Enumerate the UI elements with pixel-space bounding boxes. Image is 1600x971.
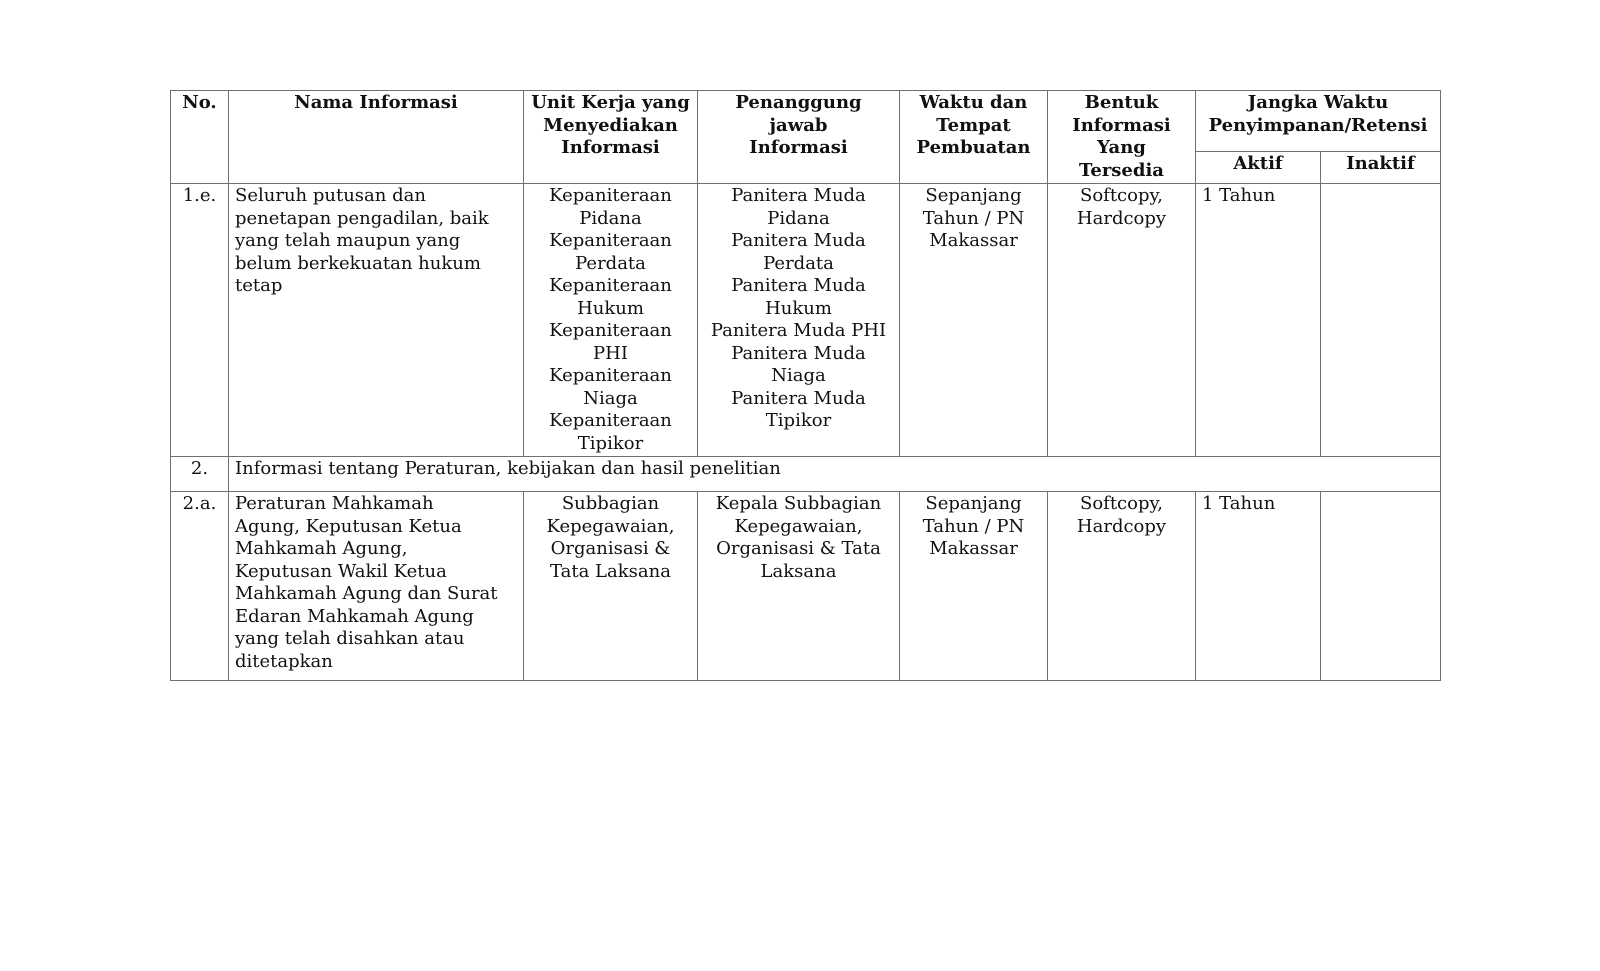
header-unit-kerja-line: Unit Kerja yang (531, 92, 690, 113)
aktif-value: 1 Tahun (1202, 493, 1276, 514)
nama-informasi-line: ditetapkan (235, 650, 333, 672)
row-no: 2. (190, 458, 209, 479)
penanggung-jawab-line: Panitera Muda (731, 387, 866, 409)
header-aktif (1196, 152, 1321, 184)
nama-informasi-line: penetapan pengadilan, baik (235, 207, 489, 229)
header-jangka-waktu-line: Jangka Waktu (1247, 92, 1389, 113)
header-bentuk-informasi-line: Bentuk (1084, 92, 1159, 113)
header-unit-kerja (524, 91, 698, 184)
header-nama-informasi-label: Nama Informasi (294, 92, 458, 113)
table-row (171, 492, 1441, 681)
unit-kerja-line: Kepaniteraan (549, 365, 672, 386)
penanggung-jawab-line: Tipikor (765, 410, 832, 431)
table-header-row (171, 91, 1441, 152)
nama-informasi-cell (229, 184, 524, 457)
unit-kerja-cell (524, 184, 698, 457)
header-inaktif-label: Inaktif (1346, 153, 1415, 174)
nama-informasi-line: yang telah maupun yang (235, 230, 461, 251)
nama-informasi-cell (229, 492, 524, 681)
aktif-cell (1196, 184, 1321, 457)
table-section-row (171, 457, 1441, 492)
unit-kerja-line: Pidana (579, 207, 642, 229)
unit-kerja-line: Organisasi & (550, 538, 671, 559)
penanggung-jawab-line: Perdata (763, 252, 834, 274)
unit-kerja-line: Subbagian (561, 493, 660, 514)
table-row (171, 184, 1441, 457)
penanggung-jawab-line: Pidana (767, 207, 830, 229)
nama-informasi-line: Keputusan Wakil Ketua (235, 560, 447, 582)
row-no: 2.a. (182, 493, 217, 514)
row-no-cell (171, 184, 229, 457)
penanggung-jawab-line: Hukum (765, 297, 832, 319)
nama-informasi-line: Mahkamah Agung, (235, 538, 408, 559)
unit-kerja-line: Tipikor (577, 432, 644, 454)
row-no: 1.e. (182, 185, 217, 206)
header-jangka-waktu-line: Penyimpanan/Retensi (1208, 114, 1428, 136)
unit-kerja-line: Kepegawaian, (546, 515, 675, 537)
bentuk-informasi-cell (1048, 492, 1196, 681)
section-title-cell (229, 457, 1441, 492)
header-penanggung-jawab-line: Informasi (749, 137, 848, 158)
waktu-tempat-line: Sepanjang (925, 493, 1022, 514)
penanggung-jawab-line: Panitera Muda PHI (710, 320, 887, 341)
header-waktu-tempat-line: Tempat (936, 114, 1011, 136)
header-inaktif (1321, 152, 1441, 184)
bentuk-informasi-line: Softcopy, (1079, 493, 1163, 514)
header-penanggung-jawab (698, 91, 900, 184)
unit-kerja-line: Kepaniteraan (549, 410, 672, 431)
bentuk-informasi-line: Softcopy, (1079, 185, 1163, 206)
waktu-tempat-line: Makassar (929, 538, 1018, 559)
waktu-tempat-line: Makassar (929, 230, 1018, 251)
penanggung-jawab-line: Niaga (771, 365, 826, 386)
nama-informasi-line: tetap (235, 275, 283, 296)
unit-kerja-cell (524, 492, 698, 681)
header-waktu-tempat-line: Pembuatan (916, 137, 1031, 158)
row-no-cell (171, 492, 229, 681)
nama-informasi-line: yang telah disahkan atau (235, 628, 465, 649)
bentuk-informasi-line: Hardcopy (1076, 207, 1167, 229)
penanggung-jawab-line: Organisasi & Tata (716, 538, 881, 559)
header-no (171, 91, 229, 184)
waktu-tempat-cell (900, 492, 1048, 681)
penanggung-jawab-line: Kepala Subbagian (715, 493, 882, 514)
row-no-cell (171, 457, 229, 492)
header-bentuk-informasi-line: Informasi (1072, 114, 1171, 136)
header-unit-kerja-line: Informasi (561, 137, 660, 158)
penanggung-jawab-line: Panitera Muda (731, 185, 866, 206)
unit-kerja-line: Kepaniteraan (549, 275, 672, 296)
waktu-tempat-cell (900, 184, 1048, 457)
waktu-tempat-line: Tahun / PN (922, 515, 1025, 537)
unit-kerja-line: Niaga (583, 387, 638, 409)
header-bentuk-informasi-line: Tersedia (1079, 159, 1164, 181)
header-waktu-tempat-line: Waktu dan (919, 92, 1028, 113)
header-bentuk-informasi-line: Yang (1097, 137, 1146, 158)
nama-informasi-line: belum berkekuatan hukum (235, 252, 481, 274)
unit-kerja-line: Kepaniteraan (549, 230, 672, 251)
header-waktu-tempat (900, 91, 1048, 184)
penanggung-jawab-cell (698, 492, 900, 681)
inaktif-cell (1321, 492, 1441, 681)
header-no-label: No. (182, 92, 217, 113)
unit-kerja-line: Kepaniteraan (549, 320, 672, 341)
unit-kerja-line: Perdata (575, 252, 646, 274)
penanggung-jawab-line: Panitera Muda (731, 275, 866, 296)
aktif-cell (1196, 492, 1321, 681)
penanggung-jawab-cell (698, 184, 900, 457)
waktu-tempat-line: Sepanjang (925, 185, 1022, 206)
nama-informasi-line: Agung, Keputusan Ketua (235, 515, 462, 537)
information-table (170, 90, 1441, 681)
nama-informasi-line: Peraturan Mahkamah (235, 493, 434, 514)
unit-kerja-line: Hukum (577, 297, 644, 319)
header-aktif-label: Aktif (1233, 153, 1283, 174)
header-unit-kerja-line: Menyediakan (543, 114, 678, 136)
unit-kerja-line: Kepaniteraan (549, 185, 672, 206)
header-bentuk-informasi (1048, 91, 1196, 184)
bentuk-informasi-cell (1048, 184, 1196, 457)
section-title: Informasi tentang Peraturan, kebijakan dan hasil penelitian (235, 458, 781, 479)
nama-informasi-line: Seluruh putusan dan (235, 185, 426, 206)
bentuk-informasi-line: Hardcopy (1076, 515, 1167, 537)
penanggung-jawab-line: Panitera Muda (731, 230, 866, 251)
inaktif-cell (1321, 184, 1441, 457)
header-penanggung-jawab-line: Penanggung jawab (735, 92, 862, 136)
penanggung-jawab-line: Kepegawaian, (734, 515, 863, 537)
header-nama-informasi (229, 91, 524, 184)
aktif-value: 1 Tahun (1202, 185, 1276, 206)
penanggung-jawab-line: Panitera Muda (731, 342, 866, 364)
unit-kerja-line: PHI (593, 342, 628, 364)
nama-informasi-line: Mahkamah Agung dan Surat (235, 583, 498, 604)
header-jangka-waktu (1196, 91, 1441, 152)
nama-informasi-line: Edaran Mahkamah Agung (235, 605, 474, 627)
unit-kerja-line: Tata Laksana (550, 560, 671, 582)
waktu-tempat-line: Tahun / PN (922, 207, 1025, 229)
penanggung-jawab-line: Laksana (760, 560, 837, 582)
